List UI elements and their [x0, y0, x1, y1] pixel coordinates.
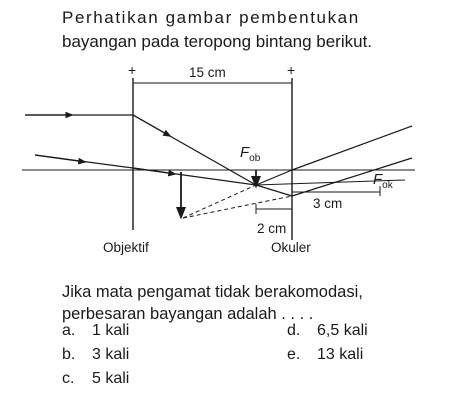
option-a[interactable] — [62, 322, 129, 340]
ray-2-arrow — [35, 155, 85, 162]
option-b[interactable] — [62, 346, 129, 364]
virtual-ray-1 — [183, 185, 256, 218]
question-text — [62, 281, 462, 325]
option-d-key: d. — [287, 322, 301, 339]
plus-marker-left: + — [128, 62, 137, 78]
label-3cm: 3 cm — [313, 196, 343, 211]
option-c-key: c. — [62, 370, 75, 387]
label-lens-distance: 15 cm — [189, 65, 226, 80]
question-line-2: perbesaran bayangan adalah . . . . — [62, 305, 314, 323]
ray-2-after-focus — [256, 185, 292, 196]
label-f-objective: $F_{ob}$ — [240, 144, 261, 164]
option-b-key: b. — [62, 346, 76, 363]
plus-marker-right: + — [287, 62, 296, 78]
option-d-text: 6,5 kali — [317, 322, 368, 339]
option-c-text: 5 kali — [92, 370, 130, 387]
option-e-key: e. — [287, 346, 301, 363]
question-line-1: Jika mata pengamat tidak berakomodasi, — [62, 283, 363, 301]
ray-1-to-eyepiece — [256, 170, 292, 185]
intro-line-1: Perhatikan gambar pembentukan — [62, 8, 360, 27]
label-f-eyepiece: $F_{ok}$ — [373, 171, 393, 191]
label-2cm: 2 cm — [257, 221, 287, 236]
virtual-ray-2 — [183, 196, 292, 218]
label-eyepiece: Okuler — [271, 240, 311, 255]
option-e-text: 13 kali — [317, 346, 364, 363]
option-e[interactable] — [287, 346, 363, 364]
intro-line-2: bayangan pada teropong bintang berikut. — [62, 32, 373, 51]
option-d[interactable] — [287, 322, 368, 340]
option-b-text: 3 kali — [92, 346, 130, 363]
ray-1-arrow-mid — [133, 115, 170, 136]
option-a-text: 1 kali — [92, 322, 130, 339]
option-c[interactable] — [62, 370, 129, 388]
label-objective: Objektif — [103, 240, 149, 255]
option-a-key: a. — [62, 322, 76, 339]
ray-2-arrow-mid — [133, 168, 175, 174]
